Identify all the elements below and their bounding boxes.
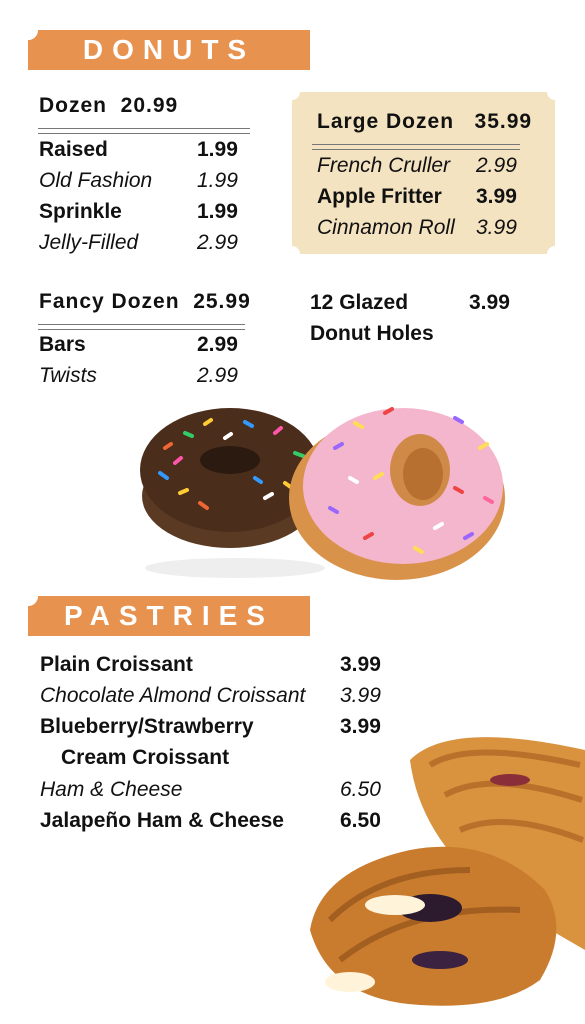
menu-item-price: 6.50 xyxy=(340,778,381,801)
menu-item-price: 3.99 xyxy=(340,653,381,676)
menu-item-price: 1.99 xyxy=(197,200,238,223)
menu-item-name: Cinnamon Roll xyxy=(317,216,455,239)
menu-item-name: Blueberry/Strawberry xyxy=(40,715,254,738)
menu-item-name: French Cruller xyxy=(317,154,451,177)
glazed-holes-price: 3.99 xyxy=(469,291,510,314)
menu-item-price: 6.50 xyxy=(340,809,381,832)
menu-item-name: Sprinkle xyxy=(39,200,122,223)
menu-item-name: Plain Croissant xyxy=(40,653,193,676)
fancy-dozen-divider xyxy=(38,324,245,330)
dozen-price: 20.99 xyxy=(120,94,179,117)
menu-item-name: Twists xyxy=(39,364,97,387)
donuts-banner xyxy=(28,30,310,70)
large-dozen-divider xyxy=(312,144,520,150)
menu-item-price: 3.99 xyxy=(340,684,381,707)
menu-item-price: 2.99 xyxy=(197,364,238,387)
menu-item-price: 1.99 xyxy=(197,169,238,192)
fancy-dozen-heading xyxy=(39,290,251,314)
dozen-heading xyxy=(39,94,178,118)
fancy-dozen-price: 25.99 xyxy=(193,290,251,313)
menu-item-name: Bars xyxy=(39,333,86,356)
menu-item-name: Ham & Cheese xyxy=(40,778,183,801)
large-dozen-price: 35.99 xyxy=(474,110,533,133)
fancy-dozen-label: Fancy Dozen xyxy=(39,290,180,313)
menu-item-price: 2.99 xyxy=(476,154,517,177)
menu-item-price: 2.99 xyxy=(197,231,238,254)
glazed-holes-line2: Donut Holes xyxy=(310,322,434,345)
menu-item-price: 1.99 xyxy=(197,138,238,161)
pastries-title: PASTRIES xyxy=(64,600,274,631)
menu-item-price: 2.99 xyxy=(197,333,238,356)
glazed-holes-line1: 12 Glazed xyxy=(310,291,409,314)
donuts-image xyxy=(135,378,515,598)
dozen-divider xyxy=(38,128,250,134)
menu-item-name: Old Fashion xyxy=(39,169,153,192)
pastries-image xyxy=(300,720,585,1010)
menu-item-name: Chocolate Almond Croissant xyxy=(40,684,306,707)
menu-item-price: 3.99 xyxy=(476,216,517,239)
menu-item-price: 3.99 xyxy=(340,715,381,738)
dozen-label: Dozen xyxy=(39,94,107,117)
donuts-title: DONUTS xyxy=(82,34,256,65)
menu-item-name: Apple Fritter xyxy=(317,185,442,208)
pastries-banner xyxy=(28,596,310,636)
menu-item-price: 3.99 xyxy=(476,185,517,208)
menu-item-name: Jelly-Filled xyxy=(39,231,139,254)
menu-item-name: Jalapeño Ham & Cheese xyxy=(40,809,284,832)
large-dozen-card xyxy=(292,92,555,254)
large-dozen-heading xyxy=(317,110,532,134)
large-dozen-label: Large Dozen xyxy=(317,110,455,133)
menu-item-name: Raised xyxy=(39,138,108,161)
menu-item-name-line2: Cream Croissant xyxy=(61,746,230,769)
